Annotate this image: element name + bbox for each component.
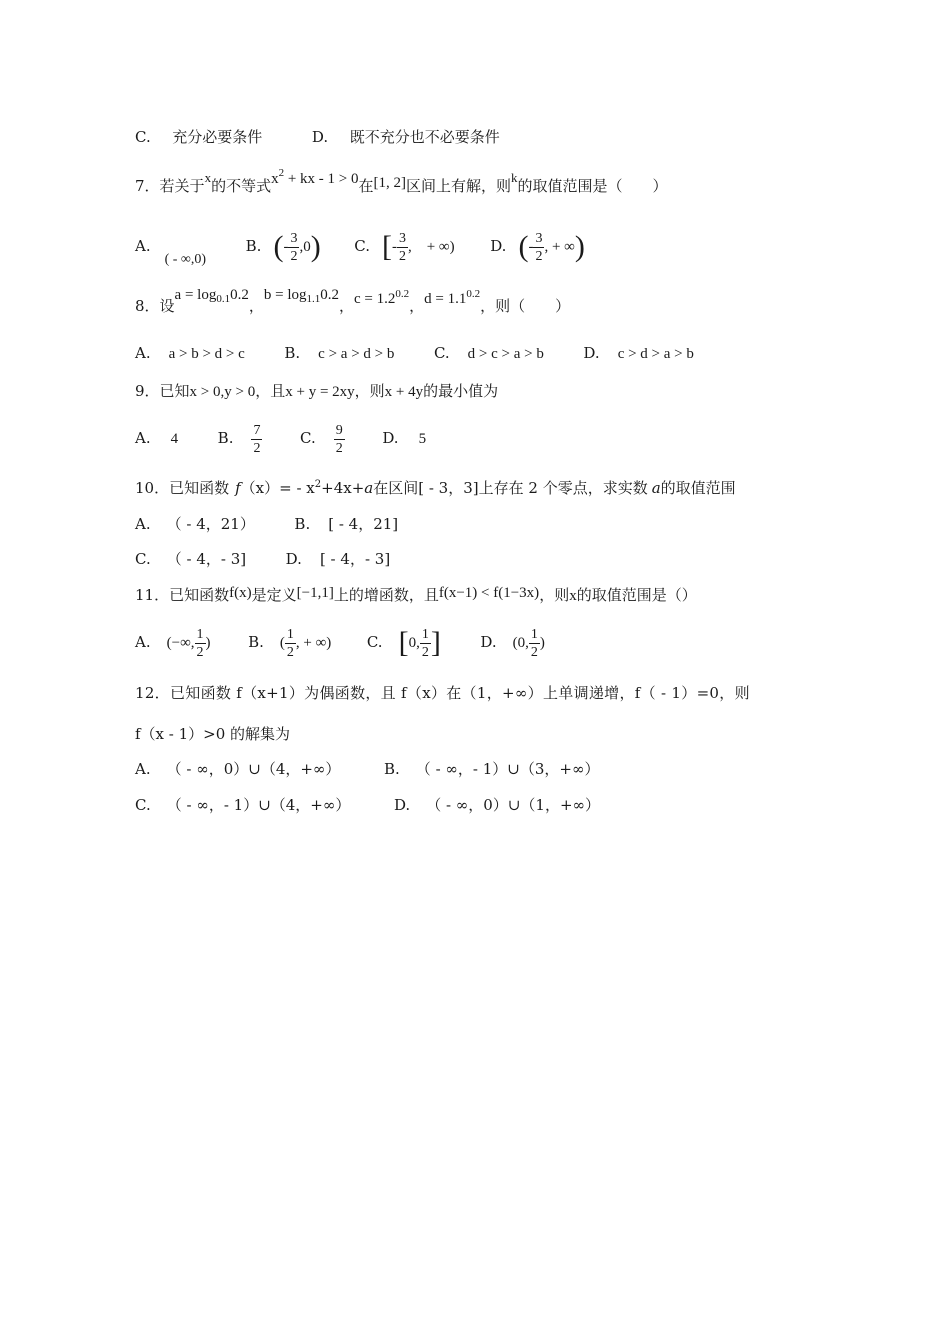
q11-option-a: A. (−∞, $\frac{1}{2}$ ) — [135, 626, 211, 660]
q11-stem: 11．已知函数f(x)是定义[−1,1]上的增函数，且f(x−1) < f(1−3x)，则x的取值范围是（） — [135, 585, 697, 604]
q12-d-value: （ - ∞，0）∪（1，+∞） — [426, 796, 601, 814]
q12-d-label: D. — [393, 796, 411, 814]
q8-options — [135, 343, 694, 364]
q7-options — [135, 226, 585, 268]
q7-option-c: C. [- $\frac{3}{2}$ , + ∞) — [354, 230, 455, 264]
q8-number: 8．设 — [135, 297, 175, 315]
q9-number: 9．已知 — [135, 382, 190, 400]
q8-option-c: C. d > c > a > b — [433, 344, 544, 362]
q12-options-cd — [135, 795, 600, 815]
q12-b-value: （ - ∞，- 1）∪（3，+∞） — [415, 760, 600, 778]
q10-d-label: D. — [285, 550, 302, 568]
q11-option-b: B. ( $\frac{1}{2}$ , + ∞) — [248, 626, 332, 660]
q9-option-b: B. $\frac{7}{2}$ — [217, 422, 261, 456]
q8-option-d: D. c > d > a > b — [583, 344, 694, 362]
q12-a-label: A. — [135, 760, 151, 778]
q12-a-value: （ - ∞，0）∪（4，+∞） — [166, 760, 341, 778]
q11-option-d: D. (0, $\frac{1}{2}$ ) — [480, 626, 545, 660]
q6-options-cd — [135, 127, 500, 147]
q10-b-value: [ - 4，21] — [328, 515, 399, 533]
q7-text: 的不等式 — [211, 177, 272, 195]
q8-a-def: $a = \log_{0.1}0.2$ — [174, 287, 249, 305]
q9-expression: x + 4y — [384, 384, 424, 400]
q9-option-a: A. 4 — [135, 429, 179, 447]
q8-b-def: $b = \log_{1.1}0.2$ — [263, 287, 339, 305]
q7-option-d: D. (- $\frac{3}{2}$ , + ∞) — [490, 230, 585, 264]
q7-option-a: A.( - ∞,0) — [135, 237, 207, 267]
q10-a-value: （ - 4，21） — [166, 515, 255, 533]
q7-text: 若关于 — [159, 177, 205, 195]
q12-c-label: C. — [135, 796, 151, 814]
q7-number: 7． — [135, 177, 160, 195]
q10-number: 10．已知函数 — [135, 479, 230, 497]
q11-number: 11．已知函数 — [135, 586, 230, 604]
q6-c-label: C. — [135, 128, 151, 146]
q10-c-label: C. — [135, 550, 151, 568]
q6-d-label: D. — [311, 128, 329, 146]
q9-equation: x + y = 2xy — [285, 384, 355, 400]
q10-options-cd — [135, 549, 390, 569]
q12-c-value: （ - ∞，- 1）∪（4，+∞） — [166, 796, 351, 814]
q9-condition: x > 0,y > 0 — [189, 384, 256, 400]
q8-c-def: $c = 1.2^{0.2}$ — [354, 288, 410, 307]
q12-stem-line1: 12．已知函数 f（x+1）为偶函数，且 f（x）在（1，+∞）上单调递增，f（ - 1）=0，则 — [135, 684, 750, 702]
q12-options-ab — [135, 759, 599, 779]
q8-stem: 8．设$a = \log_{0.1}0.2$，$b = \log_{1.1}0.2$，$c = 1.2^{0.2}$，$d = 1.1^{0.2}$，则（ ） — [135, 287, 571, 315]
q6-d-text: 既不充分也不必要条件 — [349, 128, 500, 146]
q7-text: 的取值范围是（ ） — [517, 177, 668, 195]
q8-option-b: B. c > a > d > b — [284, 344, 395, 362]
q10-d-value: [ - 4，- 3] — [319, 550, 391, 568]
q8-d-def: $d = 1.1^{0.2}$ — [424, 288, 481, 307]
q7-var-k: k — [511, 170, 518, 185]
q7-option-b: B. (- $\frac{3}{2}$ ,0) — [245, 230, 321, 264]
q10-stem: 10．已知函数 $f(x)= - x^2+4x+a$在区间[ - 3，3]上存在 2 个零点，求实数 a的取值范围 — [135, 479, 736, 497]
q7-text: 在 — [358, 177, 374, 195]
q12-b-label: B. — [384, 760, 400, 778]
q11-domain: [−1,1] — [296, 585, 334, 601]
q7-inequality: $x^2$ + kx - 1 > 0 — [271, 167, 359, 187]
q8-tail: ，则（ ） — [480, 297, 571, 315]
q11-options — [135, 622, 545, 663]
q10-b-label: B. — [294, 515, 311, 533]
q10-options-ab — [135, 514, 398, 534]
q9-stem: 9．已知x > 0,y > 0，且x + y = 2xy，则x + 4y的最小值为 — [135, 382, 499, 400]
q11-option-c: C. [0, $\frac{1}{2}$ ] — [366, 626, 441, 660]
q6-c-text: 充分必要条件 — [172, 128, 263, 146]
q11-inequality: f(x−1) < f(1−3x) — [438, 585, 540, 601]
q8-option-a: A. a > b > d > c — [135, 344, 245, 362]
q9-option-d: D. 5 — [382, 429, 427, 447]
q9-options — [135, 418, 426, 459]
q10-c-value: （ - 4，- 3] — [166, 550, 247, 568]
q12-stem-line2: f（x - 1）>0 的解集为 — [135, 725, 291, 743]
q10-a-label: A. — [135, 515, 151, 533]
q11-function: f(x) — [229, 585, 252, 601]
q7-var-x: x — [204, 170, 212, 185]
q7-stem — [135, 167, 668, 198]
q7-interval: [1, 2] — [373, 175, 407, 191]
q7-text: 区间上有解，则 — [406, 177, 512, 195]
q9-option-c: C. $\frac{9}{2}$ — [300, 422, 343, 456]
